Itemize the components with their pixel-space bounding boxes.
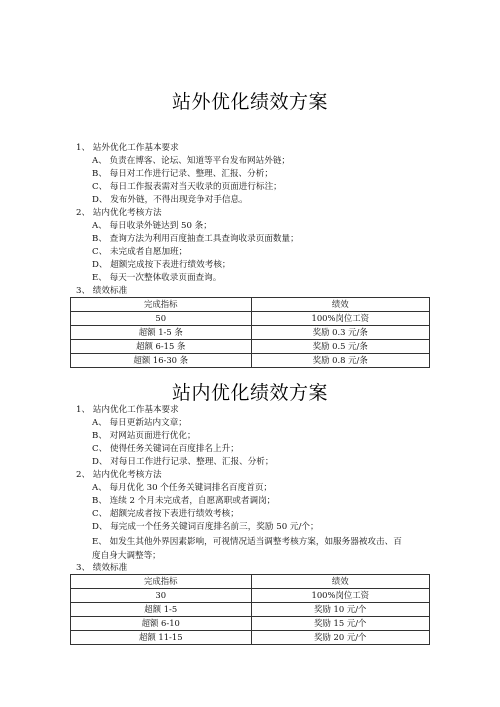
plan1-section1-heading: 1、 站外优化工作基本要求 bbox=[76, 143, 179, 153]
plan2-performance-table bbox=[70, 574, 430, 645]
table-cell: 奖励 10 元/个 bbox=[251, 603, 430, 617]
table-cell: 超额 11-15 bbox=[71, 631, 252, 645]
table-row bbox=[71, 326, 430, 340]
table-cell: 100%岗位工资 bbox=[251, 312, 430, 326]
plan1-s1-item: C、 每日工作报表需对当天收录的页面进行标注； bbox=[92, 182, 282, 192]
table-cell: 奖励 0.3 元/条 bbox=[251, 326, 430, 340]
plan2-s2-item: A、 每月优化 30 个任务关键词排名百度首页； bbox=[92, 483, 273, 493]
table-cell: 30 bbox=[71, 589, 252, 603]
plan2-s1-item: C、 使得任务关键词在百度排名上升； bbox=[92, 444, 239, 454]
plan2-section2-heading: 2、 站内优化考核方法 bbox=[76, 470, 162, 480]
table-row bbox=[71, 589, 430, 603]
plan1-s1-item: A、 负责在博客、论坛、知道等平台发布网站外链； bbox=[92, 156, 291, 166]
plan1-section2-heading: 2、 站内优化考核方法 bbox=[76, 208, 162, 218]
table-cell: 超额 6-15 条 bbox=[71, 340, 252, 354]
table-row bbox=[71, 631, 430, 645]
table-header-cell: 完成指标 bbox=[71, 575, 252, 589]
plan2-s2-item: B、 连续 2 个月未完成者，自愿离职或者调岗； bbox=[92, 496, 276, 506]
table-cell: 奖励 15 元/个 bbox=[251, 617, 430, 631]
table-row bbox=[71, 340, 430, 354]
plan1-s2-item: C、 未完成者自愿加班； bbox=[92, 247, 188, 257]
table-row bbox=[71, 354, 430, 368]
table-cell: 奖励 0.8 元/条 bbox=[251, 354, 430, 368]
plan2-section3-heading: 3、 绩效标准 bbox=[76, 563, 128, 573]
table-cell: 超额 6-10 bbox=[71, 617, 252, 631]
table-cell: 100%岗位工资 bbox=[251, 589, 430, 603]
plan2-section1-heading: 1、 站内优化工作基本要求 bbox=[76, 405, 179, 415]
table-header-cell: 绩效 bbox=[251, 298, 430, 312]
plan2-s1-item: D、 对每日工作进行记录、整理、汇报、分析； bbox=[92, 457, 274, 467]
plan2-s2-item: D、 每完成一个任务关键词百度排名前三，奖励 50 元/个； bbox=[92, 522, 319, 532]
plan1-s2-item: A、 每日收录外链达到 50 条； bbox=[92, 221, 212, 231]
table-cell: 奖励 20 元/个 bbox=[251, 631, 430, 645]
table-header-cell: 完成指标 bbox=[71, 298, 252, 312]
plan2-title: 站内优化绩效方案 bbox=[171, 382, 328, 404]
table-row bbox=[71, 312, 430, 326]
plan1-s1-item: D、 发布外链，不得出现竞争对手信息。 bbox=[92, 195, 248, 205]
table-cell: 超额 1-5 条 bbox=[71, 326, 252, 340]
table-header-row bbox=[71, 575, 430, 589]
plan2-s1-item: A、 每日更新站内文章； bbox=[92, 418, 187, 428]
plan1-s1-item: B、 每日对工作进行记录、整理、汇报、分析； bbox=[92, 169, 273, 179]
table-cell: 超额 1-5 bbox=[71, 603, 252, 617]
plan1-section3-heading: 3、 绩效标准 bbox=[76, 286, 128, 296]
table-cell: 奖励 0.5 元/条 bbox=[251, 340, 430, 354]
plan1-s2-item: E、 每天一次整体收录页面查询。 bbox=[92, 273, 222, 283]
table-row bbox=[71, 603, 430, 617]
plan1-performance-table bbox=[70, 297, 430, 368]
plan1-title: 站外优化绩效方案 bbox=[171, 91, 328, 113]
plan2-s2-item: E、 如发生其他外界因素影响，可视情况适当调整考核方案，如服务器被攻击、百度自身大调整等； bbox=[92, 537, 402, 561]
plan1-s2-item: D、 超额完成按下表进行绩效考核； bbox=[92, 260, 231, 270]
table-row bbox=[71, 617, 430, 631]
plan1-s2-item: B、 查询方法为利用百度抽查工具查询收录页面数量； bbox=[92, 234, 299, 244]
table-cell: 50 bbox=[71, 312, 252, 326]
plan2-s2-item: C、 超额完成者按下表进行绩效考核； bbox=[92, 509, 239, 519]
plan2-s1-item: B、 对网站页面进行优化； bbox=[92, 431, 196, 441]
table-header-cell: 绩效 bbox=[251, 575, 430, 589]
table-cell: 超额 16-30 条 bbox=[71, 354, 252, 368]
table-header-row bbox=[71, 298, 430, 312]
